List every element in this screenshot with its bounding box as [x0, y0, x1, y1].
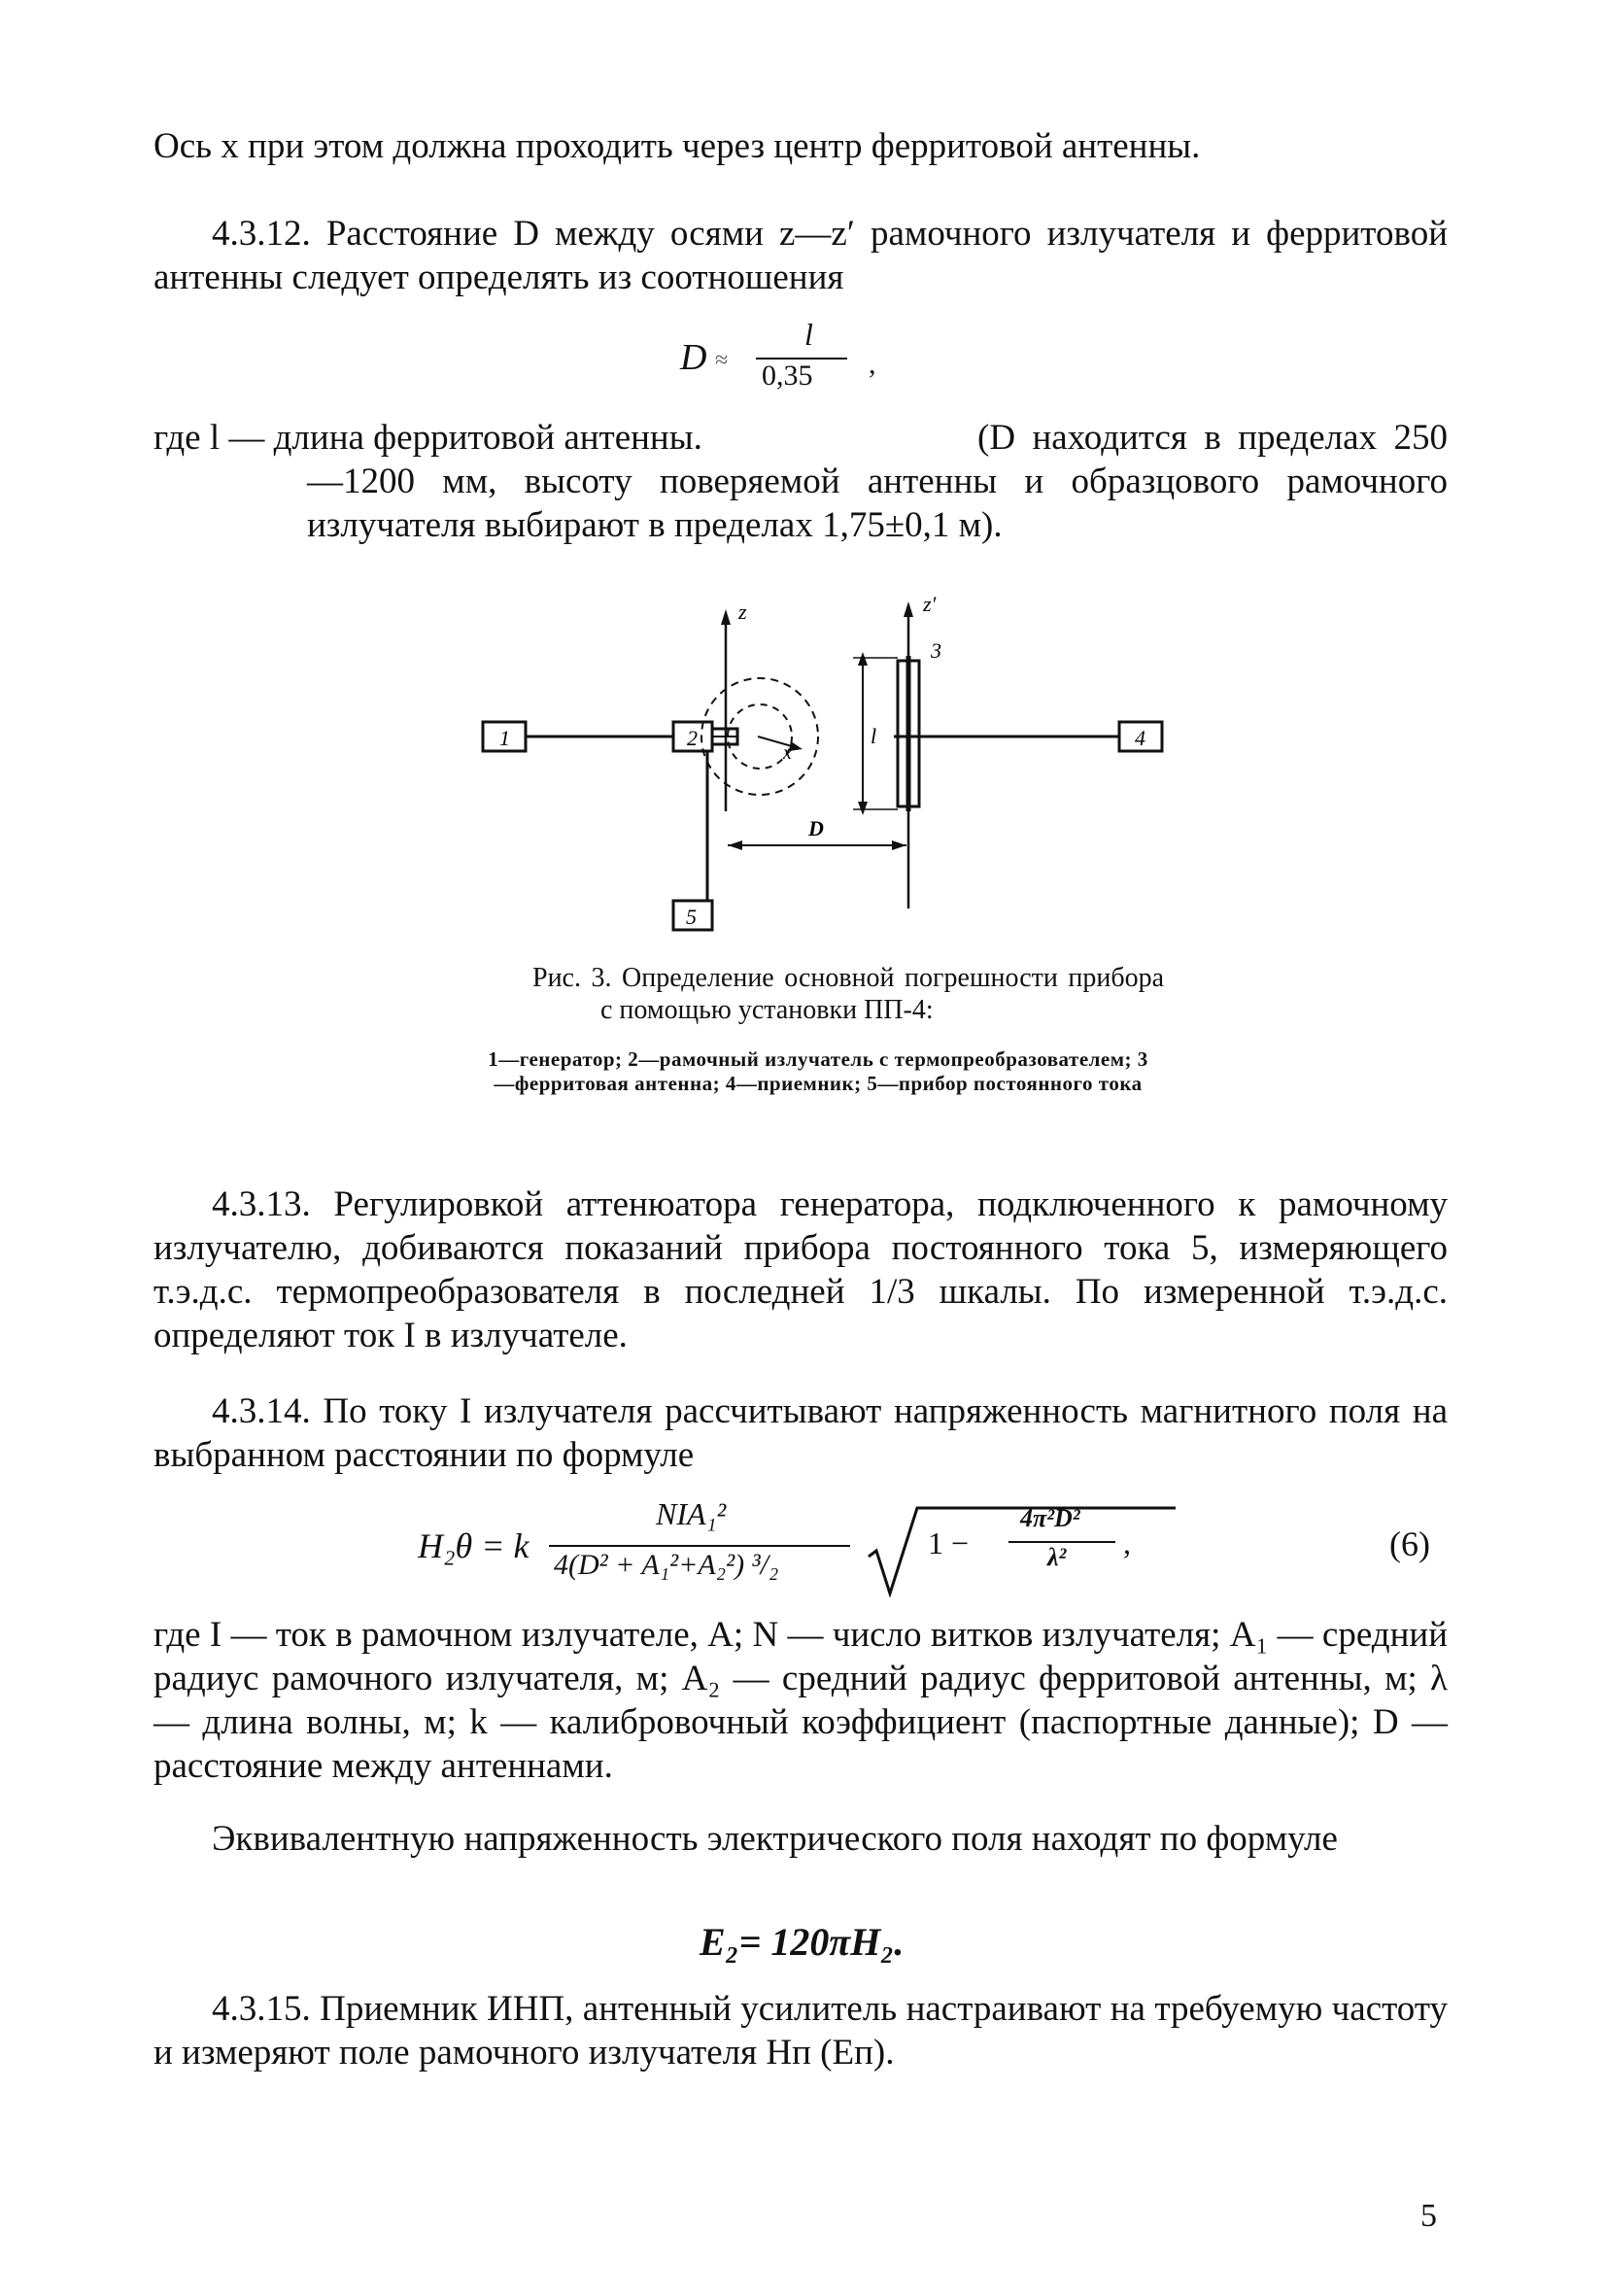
paragraph-4-3-14: 4.3.14. По току I излучателя рассчитывают напряженность магнитного поля на выбранном расстоянии по формуле — [154, 1391, 1448, 1475]
formula-h-comma: , — [1123, 1525, 1131, 1560]
formula-distance-denominator: 0,35 — [762, 360, 813, 392]
formula-h-numerator: NIA₁² — [656, 1496, 727, 1531]
formula-distance-equals: ≈ — [715, 348, 729, 373]
formula-magnetic-field — [418, 1496, 1448, 1603]
dim-D-label: D — [808, 816, 824, 840]
figure-legend: 1—генератор; 2—рамочный излучатель с термопреобразователем; 3—ферритовая антенна; 4—приемник; 5—прибор постоянного тока — [488, 1047, 1148, 1095]
axis-z-prime-label: z′ — [923, 592, 937, 616]
formula-h-lhs: H₂θ = k — [418, 1526, 530, 1565]
formula-h-denominator: 4(D² + A₁²+A₂²) ³/₂ — [554, 1549, 779, 1581]
formula-h-fraction-bar — [549, 1545, 850, 1547]
formula-distance — [680, 317, 913, 400]
paragraph-length-note-lead: где l — длина ферритовой антенны. — [154, 418, 702, 458]
block-5-label: 5 — [686, 905, 697, 929]
formula-electric-field: E₂= 120πH₂. — [700, 1920, 905, 1964]
block-1-label: 1 — [499, 726, 510, 750]
formula-distance-lhs: D — [680, 337, 707, 378]
figure-setup-diagram — [466, 588, 1166, 938]
paragraph-axis-x: Ось x при этом должна проходить через центр ферритовой антенны. — [154, 126, 1201, 166]
antenna-label-3: 3 — [931, 638, 941, 663]
figure-caption-text: Рис. 3. Определение основной погрешности прибора с помощью установки ПП-4: — [532, 963, 1164, 1025]
dim-l-label: l — [871, 724, 877, 748]
axis-z-prime-arrow — [904, 601, 913, 617]
figure-caption — [464, 962, 1164, 1026]
axis-x-label: x — [783, 742, 792, 764]
block-4-label: 4 — [1135, 726, 1145, 750]
block-2-label: 2 — [687, 726, 698, 750]
formula-h-radical-denominator: λ² — [1047, 1543, 1067, 1571]
axis-z-arrow — [721, 609, 731, 625]
paragraph-variables: где I — ток в рамочном излучателе, А; N — число витков излучателя; A₁ — средний радиус рамочного излучателя, м; A₂ — средний радиус ферритовой антенны, м; λ — длина волны, м; k — калибровочный коэффициент (паспортные данные); D — расстояние между антеннами. — [154, 1615, 1448, 1786]
formula-distance-numerator: l — [804, 317, 813, 352]
axis-z-label: z — [738, 600, 747, 624]
paragraph-4-3-12: 4.3.12. Расстояние D между осями z—z′ рамочного излучателя и ферритовой антенны следует определять из соотношения — [154, 214, 1448, 297]
paragraph-4-3-13: 4.3.13. Регулировкой аттенюатора генератора, подключенного к рамочному излучателю, добиваются показаний прибора постоянного тока 5, измеряющего т.э.д.с. термопреобразователя в последней 1/3 шкалы. По измеренной т.э.д.с. определяют ток I в излучателе. — [154, 1184, 1448, 1355]
formula-h-radical-numerator: 4π²D² — [1020, 1504, 1080, 1532]
page-number: 5 — [1420, 2198, 1437, 2234]
paragraph-length-note-rest: (D находится в пределах 250—1200 мм, высоту поверяемой антенны и образцового рамочного излучателя выбирают в пределах 1,75±0,1 м). — [307, 418, 1448, 545]
paragraph-equivalent-field: Эквивалентную напряженность электрического поля находят по формуле — [212, 1819, 1338, 1859]
paragraph-4-3-15: 4.3.15. Приемник ИНП, антенный усилитель настраивают на требуемую частоту и измеряют поле рамочного излучателя Hп (Eп). — [154, 1989, 1448, 2073]
formula-h-radical-one: 1 − — [928, 1525, 970, 1560]
formula-distance-comma: , — [869, 348, 876, 380]
formula-h-number: (6) — [1389, 1525, 1430, 1563]
